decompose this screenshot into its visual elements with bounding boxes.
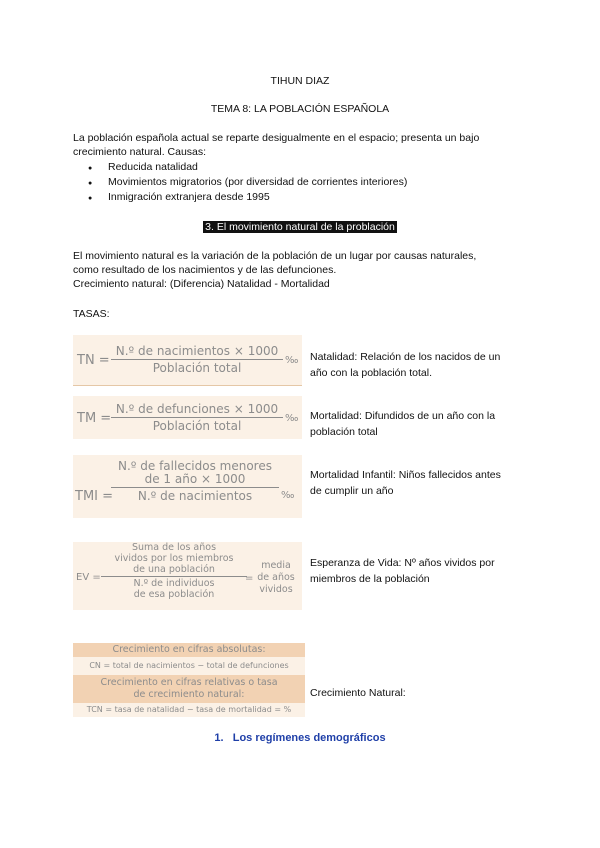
section-paragraph-1: El movimiento natural es la variación de la población de un lugar por causas naturales, — [73, 250, 477, 262]
intro-line-1: La población española actual se reparte desigualmente en el espacio; presenta un bajo — [73, 132, 480, 144]
infant-mortality-description: Mortalidad Infantil: Niños fallecidos antes de cumplir un año — [310, 469, 501, 497]
causes-list — [88, 160, 407, 205]
mortality-rate-formula: TM = N.º de defunciones × 1000 Población total ‰ — [73, 396, 302, 439]
section-paragraph-2: como resultado de los nacimientos y de las defunciones. — [73, 264, 337, 276]
tasas-label: TASAS: — [73, 308, 110, 320]
life-expectancy-formula: EV = Suma de los años vividos por los miembros de una población N.º de individuos de esa población = media de años vividos — [73, 542, 302, 610]
demographic-regimes-heading: 1. Los regímenes demográficos — [214, 732, 386, 744]
section-heading: 3. El movimiento natural de la problación — [205, 221, 395, 233]
birth-rate-description: Natalidad: Relación de los nacidos de un año con la población total. — [310, 351, 501, 379]
author-name: TIHUN DIAZ — [270, 75, 330, 87]
relative-growth-formula: TCN = tasa de natalidad − tasa de mortalidad = % — [73, 703, 305, 717]
relative-growth-header: Crecimiento en cifras relativas o tasa de crecimiento natural: — [73, 675, 305, 703]
list-item: ● Inmigración extranjera desde 1995 — [88, 190, 407, 205]
intro-line-2: crecimiento natural. Causas: — [73, 146, 207, 158]
absolute-growth-formula: CN = total de nacimientos − total de defunciones — [73, 657, 305, 675]
natural-growth-table — [73, 643, 305, 717]
natural-growth-definition: Crecimiento natural: (Diferencia) Natalidad - Mortalidad — [73, 278, 330, 290]
page-title: TEMA 8: LA POBLACIÓN ESPAÑOLA — [210, 103, 390, 115]
birth-rate-formula: TN = N.º de nacimientos × 1000 Población total ‰ — [73, 335, 302, 386]
list-item: ● Movimientos migratorios (por diversidad de corrientes interiores) — [88, 175, 407, 190]
list-item: ● Reducida natalidad — [88, 160, 407, 175]
mortality-rate-description: Mortalidad: Difundidos de un año con la población total — [310, 410, 496, 438]
natural-growth-description: Crecimiento Natural: — [310, 687, 406, 699]
life-expectancy-description: Esperanza de Vida: Nº años vividos por miembros de la población — [310, 557, 495, 585]
absolute-growth-header: Crecimiento en cifras absolutas: — [73, 643, 305, 657]
infant-mortality-formula: TMI = N.º de fallecidos menores de 1 año × 1000 N.º de nacimientos ‰ — [73, 455, 302, 518]
